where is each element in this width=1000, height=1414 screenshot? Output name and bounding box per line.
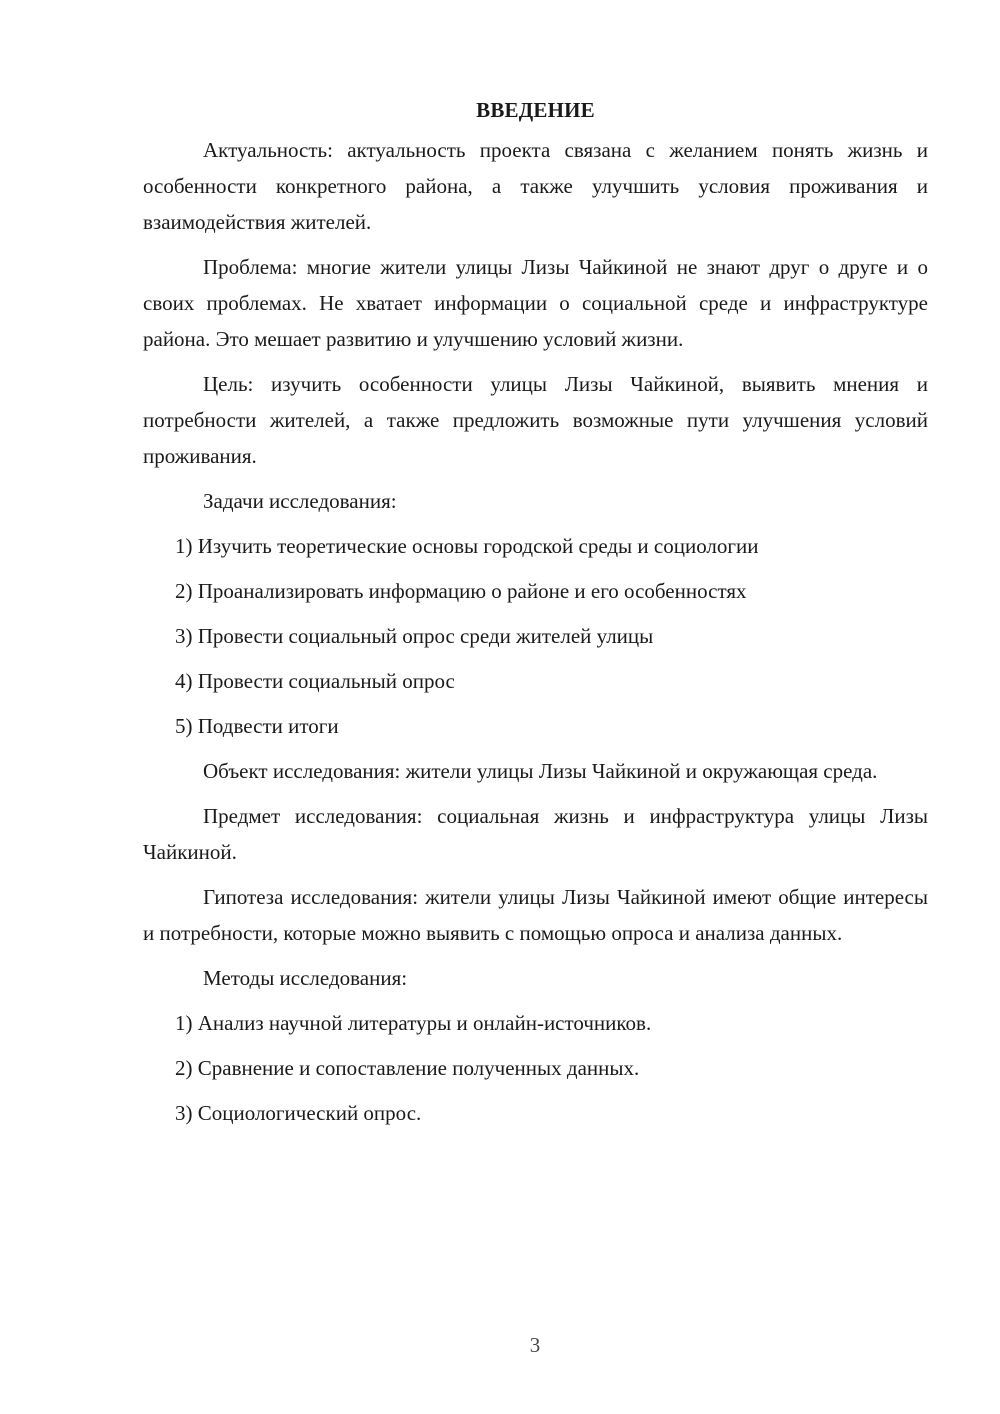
document-page <box>143 92 928 1140</box>
list-item: 3) Социологический опрос. <box>175 1101 422 1125</box>
section-title: ВВЕДЕНИЕ <box>476 98 595 122</box>
paragraph-hypothesis: Гипотеза исследования: жители улицы Лизы Чайкиной имеют общие интересы и потребности, которые можно выявить с помощью опроса и анализа данных. <box>143 885 928 945</box>
page-number: 3 <box>529 1333 541 1357</box>
list-item: 1) Анализ научной литературы и онлайн-источников. <box>175 1011 652 1035</box>
paragraph-relevance: Актуальность: актуальность проекта связана с желанием понять жизнь и особенности конкретного района, а также улучшить условия проживания и взаимодействия жителей. <box>143 138 928 234</box>
tasks-heading: Задачи исследования: <box>203 489 397 513</box>
list-item: 2) Проанализировать информацию о районе и его особенностях <box>175 579 747 603</box>
paragraph-problem: Проблема: многие жители улицы Лизы Чайкиной не знают друг о друге и о своих проблемах. Не хватает информации о социальной среде и инфраструктуре района. Это мешает развитию и улучшению условий жизни. <box>143 255 928 351</box>
tasks-list <box>143 528 928 744</box>
methods-heading: Методы исследования: <box>203 966 408 990</box>
list-item: 3) Провести социальный опрос среди жителей улицы <box>175 624 654 648</box>
paragraph-goal: Цель: изучить особенности улицы Лизы Чайкиной, выявить мнения и потребности жителей, а также предложить возможные пути улучшения условий проживания. <box>143 372 928 468</box>
list-item: 4) Провести социальный опрос <box>175 669 455 693</box>
list-item: 5) Подвести итоги <box>175 714 339 738</box>
paragraph-object: Объект исследования: жители улицы Лизы Чайкиной и окружающая среда. <box>203 759 878 783</box>
methods-list <box>143 1005 928 1131</box>
list-item: 1) Изучить теоретические основы городской среды и социологии <box>175 534 759 558</box>
paragraph-subject: Предмет исследования: социальная жизнь и инфраструктура улицы Лизы Чайкиной. <box>143 804 928 864</box>
list-item: 2) Сравнение и сопоставление полученных данных. <box>175 1056 640 1080</box>
